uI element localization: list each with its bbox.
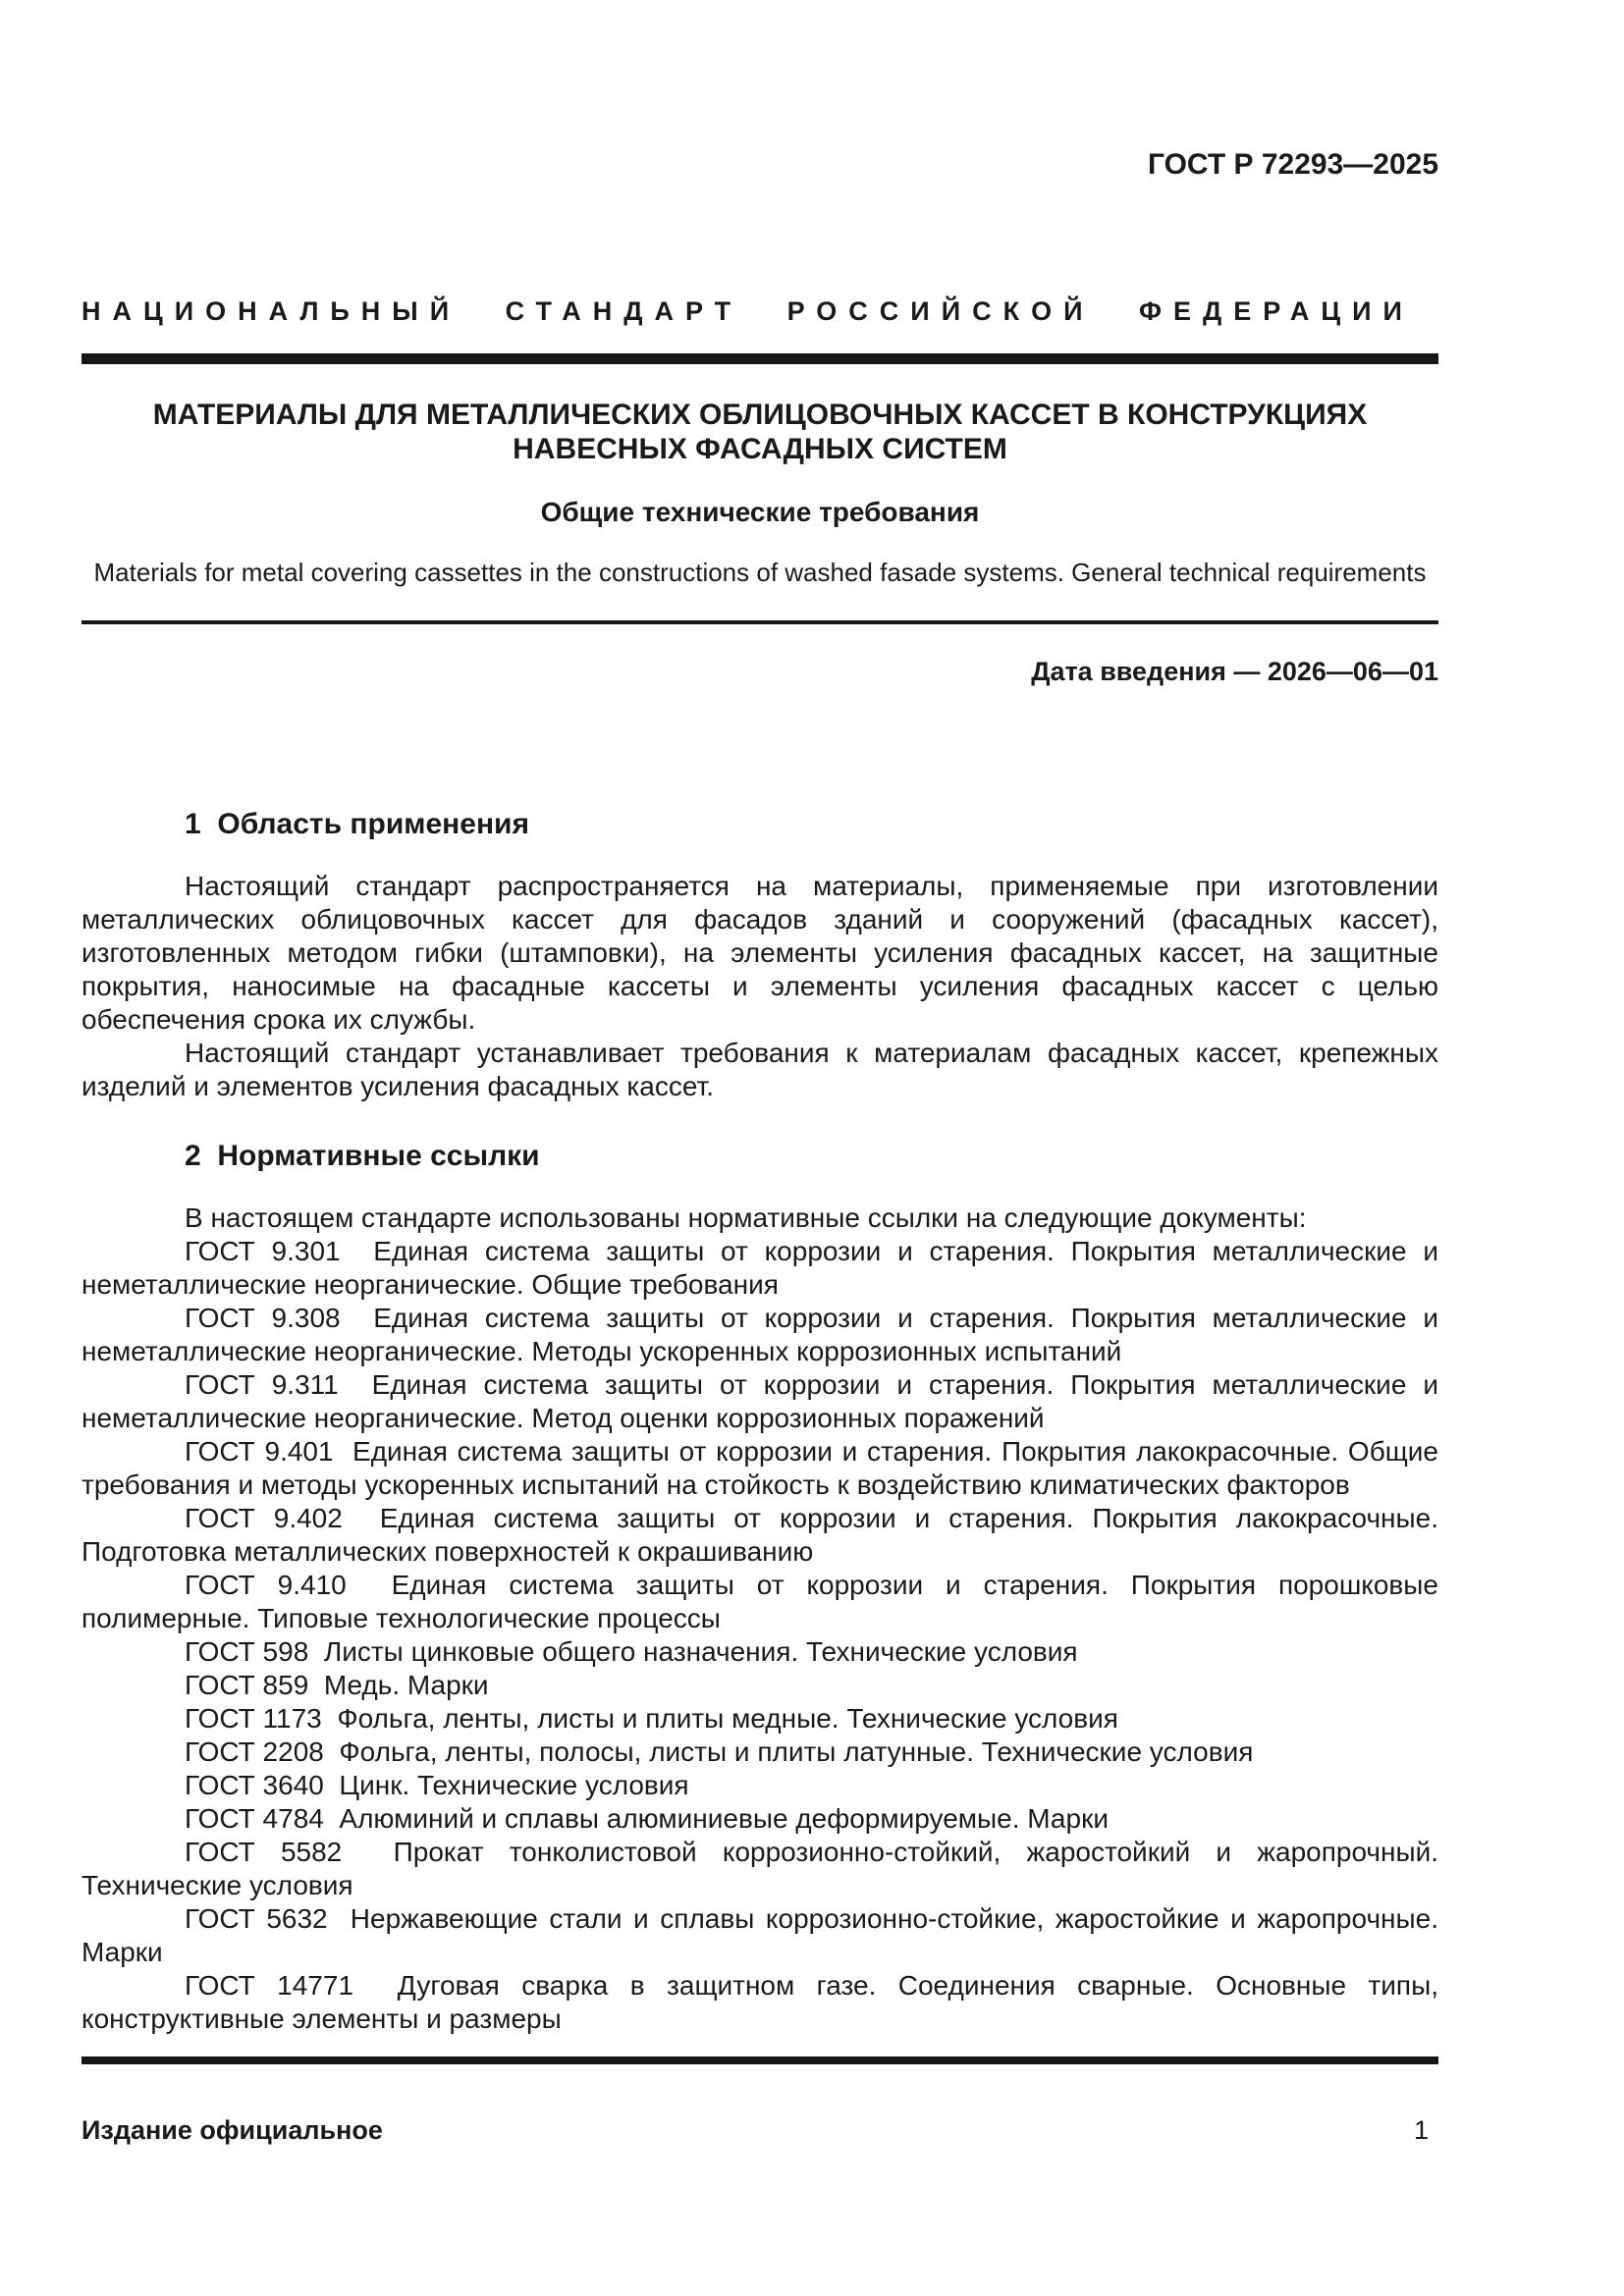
section-heading: 1 Область применения [185,808,530,840]
sections [81,807,1446,2036]
paragraph: ГОСТ 5582 Прокат тонколистовой коррозионно-стойкий, жаростойкий и жаропрочный. Технические условия [81,1837,1446,1900]
paragraph: ГОСТ 9.410 Единая система защиты от коррозии и старения. Покрытия порошковые полимерные. Типовые технологические процессы [81,1570,1446,1633]
separator-rule [81,620,1438,624]
doc-number: ГОСТ Р 72293—2025 [1147,148,1438,181]
header-rule [81,353,1438,364]
standard-type-heading: НАЦИОНАЛЬНЫЙ СТАНДАРТ РОССИЙСКОЙ ФЕДЕРАЦИИ [81,296,1414,326]
footer-rule [81,2056,1438,2064]
paragraph: ГОСТ 9.401 Единая система защиты от коррозии и старения. Покрытия лакокрасочные. Общие требования и методы ускоренных испытаний на стойкость к воздействию климатических факторов [81,1436,1446,1500]
paragraph: ГОСТ 9.301 Единая система защиты от коррозии и старения. Покрытия металлические и неметаллические неорганические. Общие требования [81,1236,1446,1300]
paragraph: ГОСТ 14771 Дуговая сварка в защитном газе. Соединения сварные. Основные типы, конструктивные элементы и размеры [81,1970,1446,2034]
paragraph: ГОСТ 4784 Алюминий и сплавы алюминиевые деформируемые. Марки [185,1803,1109,1834]
paragraph: В настоящем стандарте использованы нормативные ссылки на следующие документы: [185,1202,1307,1233]
paragraph: ГОСТ 1173 Фольга, ленты, листы и плиты медные. Технические условия [185,1703,1118,1734]
document-title-line1: МАТЕРИАЛЫ ДЛЯ МЕТАЛЛИЧЕСКИХ ОБЛИЦОВОЧНЫХ КАССЕТ В КОНСТРУКЦИЯХ [152,399,1368,431]
paragraph: ГОСТ 5632 Нержавеющие стали и сплавы коррозионно-стойкие, жаростойкие и жаропрочные. Марки [81,1903,1446,1967]
paragraph: ГОСТ 9.311 Единая система защиты от коррозии и старения. Покрытия металлические и неметаллические неорганические. Метод оценки коррозионных поражений [81,1369,1446,1433]
document-title [81,398,1438,466]
section-heading: 2 Нормативные ссылки [185,1140,540,1172]
footer-row [81,2113,1438,2147]
paragraph: ГОСТ 9.308 Единая система защиты от коррозии и старения. Покрытия металлические и неметаллические неорганические. Методы ускоренных коррозионных испытаний [81,1303,1446,1366]
document-title-english: Materials for metal covering cassettes in the constructions of washed fasade systems. General technical requirements [93,558,1427,587]
paragraph: ГОСТ 859 Медь. Марки [185,1670,489,1700]
document-subtitle: Общие технические требования [540,497,980,527]
effective-date: Дата введения — 2026—06—01 [1031,657,1438,686]
paragraph: ГОСТ 9.402 Единая система защиты от коррозии и старения. Покрытия лакокрасочные. Подготовка металлических поверхностей к окрашиванию [81,1503,1446,1567]
paragraph: ГОСТ 598 Листы цинковые общего назначения. Технические условия [185,1636,1078,1667]
paragraph: Настоящий стандарт распространяется на материалы, применяемые при изготовлении металлических облицовочных кассет для фасадов зданий и сооружений (фасадных кассет), изготовленных методом гибки (штамповки), на элементы усиления фасадных кассет, на защитные покрытия, наносимые на фасадные кассеты и элементы усиления фасадных кассет с целью обеспечения срока их службы. [81,871,1446,1035]
paragraph: Настоящий стандарт устанавливает требования к материалам фасадных кассет, крепежных изделий и элементов усиления фасадных кассет. [81,1038,1446,1101]
paragraph: ГОСТ 2208 Фольга, ленты, полосы, листы и плиты латунные. Технические условия [185,1736,1254,1767]
document-title-line2: НАВЕСНЫХ ФАСАДНЫХ СИСТЕМ [513,433,1007,465]
paragraph: ГОСТ 3640 Цинк. Технические условия [185,1770,689,1800]
edition-note: Издание официальное [81,2115,383,2145]
page-number: 1 [1413,2115,1429,2145]
